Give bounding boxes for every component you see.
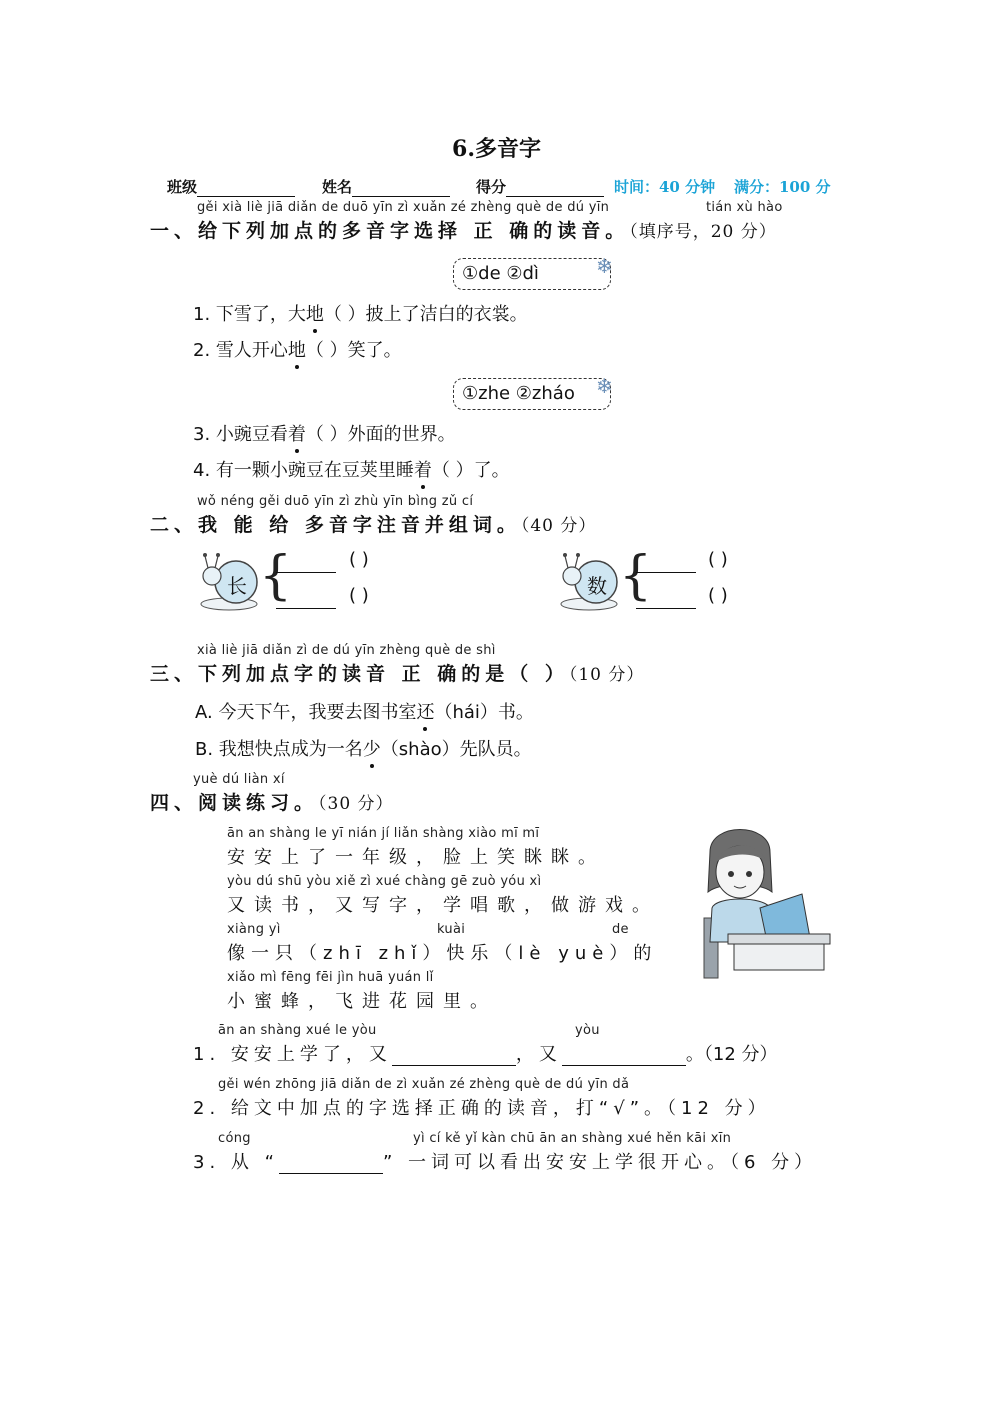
sec3-heading-text[interactable]: 三、下列加点字的读音 正 确的是（ ）	[150, 663, 569, 685]
q-text[interactable]: （ ）外面的世界。	[305, 424, 456, 445]
full-score-info: 满分：100 分	[734, 178, 831, 196]
q4-2-pinyin: gěi wén zhōng jiā diǎn de zì xuǎn zé zhèng què de dú yīn dǎ	[218, 1077, 630, 1092]
dotted-char: 少	[363, 735, 381, 761]
brace: {	[619, 546, 653, 606]
q-text[interactable]: （ ）笑了。	[305, 340, 402, 361]
name-field[interactable]	[322, 176, 450, 197]
option-b[interactable]	[195, 735, 532, 761]
q4-1	[193, 1040, 778, 1066]
q-text: 1. 安安上学了，又	[193, 1044, 392, 1065]
sec1-pinyin: gěi xià liè jiā diǎn de duō yīn zì xuǎn zé zhèng què de dú yīn	[197, 200, 610, 215]
class-label: 班级	[167, 178, 198, 196]
girl-reading-illustration	[690, 822, 850, 982]
q-text: 1. 下雪了，大	[193, 304, 306, 325]
snowflake-icon: ❄	[596, 374, 613, 398]
sec1-pinyin-b: tián xù hào	[706, 200, 783, 215]
class-field[interactable]	[167, 176, 295, 197]
poem-line1: 安安上了一年级，脸上笑眯眯。	[227, 847, 605, 868]
dotted-char: 地	[288, 336, 306, 362]
sec3-pinyin: xià liè jiā diǎn zì de dú yīn zhèng què de shì	[197, 643, 496, 658]
sec3-points: （10 分）	[568, 665, 645, 685]
score-field[interactable]	[476, 176, 604, 197]
snail-char-1: 长	[227, 574, 247, 598]
page-title: 6.多音字	[452, 136, 541, 162]
sec1-points: （填序号，20 分）	[629, 222, 777, 242]
poem-line2-pinyin: yòu dú shū yòu xiě zì xué chàng gē zuò yóu xì	[227, 874, 542, 889]
word-paren[interactable]: ( )	[708, 549, 728, 570]
sec4-heading-text: 四、阅读练习。	[150, 792, 319, 814]
sec4-points: （30 分）	[318, 794, 394, 814]
sec2-heading	[150, 510, 596, 537]
q-text: ” 一词可以看出安安上学很开心。（6 分）	[382, 1152, 818, 1173]
name-label: 姓名	[322, 178, 353, 196]
score-label: 得分	[476, 178, 507, 196]
poem-line4: 小蜜蜂，飞进花园里。	[227, 991, 497, 1012]
pinyin-blank[interactable]	[276, 552, 336, 573]
q4-3-pinyin-b: yì cí kě yǐ kàn chū ān an shàng xué hěn kāi xīn	[413, 1131, 732, 1146]
word-paren[interactable]: ( )	[349, 585, 369, 606]
option-box-2: ①zhe ②zháo	[453, 378, 611, 410]
time-info: 时间：40 分钟	[614, 178, 716, 196]
poem-line4-pinyin: xiǎo mì fēng fēi jìn huā yuán lǐ	[227, 970, 434, 985]
option-text: A. 今天下午，我要去图书室	[195, 702, 417, 723]
poem-line3-pinyin-c: de	[612, 922, 629, 937]
sec2-heading-text: 二、我 能 给 多音字注音并组词。	[150, 514, 521, 536]
poem-line3-pinyin-a: xiàng yì	[227, 922, 281, 937]
answer-blank[interactable]	[279, 1153, 383, 1174]
option-text: B. 我想快点成为一名	[195, 739, 363, 760]
option-text: （shào）先队员。	[380, 739, 532, 760]
poem-line2: 又读书，又写字，学唱歌，做游戏。	[227, 895, 659, 916]
snail-char-2: 数	[587, 574, 607, 598]
q-text: 4. 有一颗小豌豆在豆荚里睡	[193, 460, 414, 481]
q1-1	[193, 300, 528, 326]
q4-3	[193, 1148, 817, 1174]
poem-line3: 像一只（zhī zhǐ）快乐（lè yuè）的	[227, 943, 658, 964]
word-paren[interactable]: ( )	[349, 549, 369, 570]
q1-2	[193, 336, 402, 362]
dotted-char: 地	[306, 300, 324, 326]
q-text[interactable]: （ ）披上了洁白的衣裳。	[323, 304, 528, 325]
q-text: 3. 从 “	[193, 1152, 279, 1173]
dotted-char: 还	[416, 698, 434, 724]
q4-1-pinyin-b: yòu	[575, 1023, 600, 1038]
q-text: ，又	[515, 1044, 562, 1065]
q1-3	[193, 420, 456, 446]
word-paren[interactable]: ( )	[708, 585, 728, 606]
q-text: 。（12 分）	[685, 1044, 778, 1065]
dotted-char: 着	[288, 420, 306, 446]
dotted-char: 着	[414, 456, 432, 482]
option-a[interactable]	[195, 698, 534, 724]
name-blank[interactable]	[352, 178, 450, 197]
sec1-heading	[150, 216, 777, 243]
score-blank[interactable]	[506, 178, 604, 197]
q4-1-pinyin-a: ān an shàng xué le yòu	[218, 1023, 377, 1038]
brace: {	[259, 546, 293, 606]
class-blank[interactable]	[197, 178, 295, 197]
sec3-heading	[150, 659, 644, 686]
q-text: 2. 雪人开心	[193, 340, 288, 361]
poem-line3-pinyin-b: kuài	[437, 922, 466, 937]
option-text: （hái）书。	[434, 702, 534, 723]
sec4-heading	[150, 788, 394, 815]
sec2-pinyin: wǒ néng gěi duō yīn zì zhù yīn bìng zǔ cí	[197, 494, 474, 509]
sec2-points: （40 分）	[520, 516, 597, 536]
sec4-pinyin: yuè dú liàn xí	[193, 772, 285, 787]
q-text[interactable]: （ ）了。	[431, 460, 510, 481]
answer-blank[interactable]	[392, 1045, 516, 1066]
q4-3-pinyin-a: cóng	[218, 1131, 251, 1146]
pinyin-blank[interactable]	[636, 588, 696, 609]
pinyin-blank[interactable]	[276, 588, 336, 609]
pinyin-blank[interactable]	[636, 552, 696, 573]
poem-line1-pinyin: ān an shàng le yī nián jí liǎn shàng xiào mī mī	[227, 826, 540, 841]
option-box-1: ①de ②dì	[453, 258, 611, 290]
answer-blank[interactable]	[562, 1045, 686, 1066]
sec1-heading-text: 一、给下列加点的多音字选择 正 确的读音。	[150, 220, 630, 242]
snowflake-icon: ❄	[596, 254, 613, 278]
q4-2: 2. 给文中加点的字选择正确的读音，打“√”。（12 分）	[193, 1098, 771, 1119]
q-text: 3. 小豌豆看	[193, 424, 288, 445]
q1-4	[193, 456, 510, 482]
